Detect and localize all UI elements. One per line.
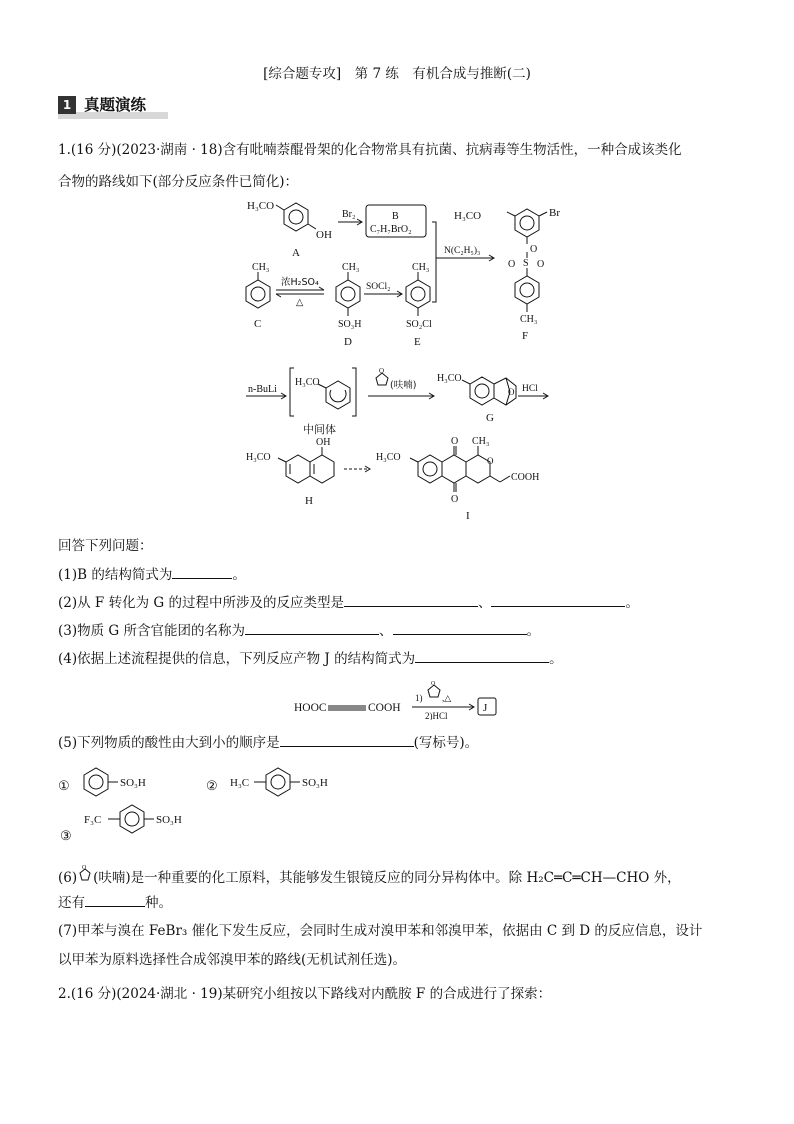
b-label: B [392,211,399,222]
acid-3-left: F₃C [84,814,102,826]
nbuli-reagent: n-BuLi [248,384,277,395]
q1-sub5-blank[interactable] [280,732,414,747]
compound-f [454,207,560,342]
f-methoxy: H₃CO [454,210,482,222]
g-methoxy: H₃CO [437,373,462,384]
eq-cond-1b: ,△ [442,693,452,703]
q1-sub4-end: 。 [549,651,563,667]
e-methyl: CH₃ [412,262,430,273]
arrow-c-d [276,276,324,308]
a-label: A [292,247,300,259]
compound-h [246,437,370,507]
i-methoxy: H₃CO [376,452,401,463]
reaction-scheme [0,192,794,532]
furan-note: (呋喃) [390,380,417,391]
acid-2-left: H₃C [230,777,250,789]
q1-sub4-blank[interactable] [415,648,549,663]
f-oxo-1: O [508,259,516,270]
i-label: I [466,510,470,522]
acid-1-group: SO₃H [120,777,146,789]
cd-reagent-bottom: △ [296,298,304,308]
g-bridge-o: O [508,387,515,397]
q2-intro: 2.(16 分)(2024·湖北 · 19)某研究小组按以下路线对内酰胺 F 的合成进行了探索： [58,986,552,1002]
compound-d [336,262,362,348]
q1-sub3 [58,620,540,641]
eq-right: COOH [368,702,401,714]
q1-sub3-blank-2[interactable] [393,620,527,635]
section-badge: 1 [58,96,76,114]
compound-a [247,200,332,259]
q1-sub6-line2 [58,892,172,913]
q1-sub1-text: (1)B 的结构简式为 [58,567,173,583]
i-carbonyl-bottom: O [451,494,459,505]
d-label: D [344,336,352,348]
q1-sub7-line2: 以甲苯为原料选择性合成邻溴甲苯的路线(无机试剂任选)。 [58,952,407,968]
q1-sub5 [58,732,478,753]
furan-icon [77,864,93,884]
i-methyl: CH₃ [472,436,490,447]
q1-sub5-end: (写标号)。 [413,735,479,751]
q1-sub6-text: (呋喃)是一种重要的化工原料，其能够发生银镜反应的同分异构体中。除 H₂C═C═CH—CHO 外， [93,870,681,886]
f-sulfur: S [523,258,529,269]
q1-sub1-blank[interactable] [172,564,232,579]
q1-sub2-end: 。 [625,595,639,611]
q1-sub6-blank[interactable] [85,892,145,907]
section-title: 真题演练 [84,96,147,114]
q1-sub3-text: (3)物质 G 所含官能团的名称为 [58,623,245,639]
f-bromo: Br [549,207,560,219]
c-methyl: CH₃ [252,262,270,273]
acid-3-right: SO₃H [156,814,182,826]
a-hydroxyl: OH [316,229,332,241]
acid-1-number: ① [58,778,70,793]
q1-sub1-end: 。 [232,567,246,583]
acid-2-number: ② [206,778,218,793]
q1-sub4 [58,648,563,669]
q1-sub2 [58,592,639,613]
eq-cond-1: 1) [415,693,423,703]
eq-left: HOOC [294,702,327,714]
h-hydroxyl: OH [316,437,331,448]
compound-b-box [366,205,426,237]
page-title: [综合题专攻] 第 7 练 有机合成与推断(二) [263,66,531,82]
compound-g [437,373,548,424]
q1-sub6-prefix2: 还有 [58,895,85,911]
q1-sub5-text: (5)下列物质的酸性由大到小的顺序是 [58,735,280,751]
cd-reagent-top: 浓H₂SO₄ [281,277,319,288]
q1-intro-line2: 合物的路线如下(部分反应条件已简化)： [58,174,299,190]
q1-sub6-prefix: (6) [58,870,78,886]
q1-sub2-text: (2)从 F 转化为 G 的过程中所涉及的反应类型是 [58,595,344,611]
compound-e [406,262,432,348]
net3-reagent: N(C₂H₅)₃ [444,246,481,256]
svg-text:O: O [82,865,87,871]
acid-structures [0,756,794,846]
i-carbonyl-top: O [451,436,459,447]
q1-sub6-line1 [58,864,681,888]
g-label: G [486,412,494,424]
f-oxo-2: O [537,259,545,270]
compound-i [376,436,539,522]
q1-intro-line1: 1.(16 分)(2023·湖南 · 18)含有吡喃萘醌骨架的化合物常具有抗菌、抗病毒等生物活性，一种合成该类化 [58,142,682,158]
br2-reagent: Br₂ [342,209,356,220]
h-methoxy: H₃CO [246,452,271,463]
eq-furan-o: O [431,681,436,687]
acid-2-right: SO₃H [302,777,328,789]
q1-sub7-line1: (7)甲苯与溴在 FeBr₃ 催化下发生反应，会同时生成对溴甲苯和邻溴甲苯，依据由 C 到 D 的反应信息，设计 [58,923,703,939]
furan-o-atom: O [379,367,385,375]
q1-sub1 [58,564,246,585]
socl2-reagent: SOCl₂ [366,282,391,292]
q1-sub2-blank-2[interactable] [491,592,625,607]
f-ether-o: O [530,244,538,255]
arrow-d-e [364,282,402,297]
i-carboxyl: COOH [511,472,540,483]
q1-sub2-sep: 、 [477,595,492,611]
f-methyl: CH₃ [520,314,538,325]
hcl-reagent: HCl [522,384,538,394]
q1-sub4-text: (4)依据上述流程提供的信息，下列反应产物 J 的结构简式为 [58,651,416,667]
e-sulfonyl-chloride: SO₂Cl [406,319,432,330]
merge-bracket [432,222,494,302]
d-methyl: CH₃ [342,262,360,273]
b-formula: C₇H₇BrO₂ [370,224,412,235]
arrow-a-b [338,209,362,225]
acid-3-number: ③ [60,828,72,843]
q1-sub6-end: 种。 [145,895,172,911]
compound-c [246,262,270,330]
d-sulfonic: SO₃H [338,319,362,330]
q1-sub2-blank-1[interactable] [344,592,478,607]
eq-product: J [483,702,488,714]
i-ring-o: O [487,456,494,466]
c-label: C [254,318,262,330]
a-methoxy: H₃CO [247,200,275,212]
e-label: E [414,336,421,348]
section-heading [58,93,168,119]
eq-cond-2: 2)HCl [425,711,448,720]
q1-sub3-sep: 、 [379,623,393,639]
equation-j [0,676,794,720]
int-methoxy: H₃CO [295,377,320,388]
f-label: F [522,330,529,342]
intermediate-row [246,367,434,436]
h-label: H [305,495,313,507]
q1-sub3-blank-1[interactable] [245,620,379,635]
answer-prompt: 回答下列问题： [58,538,153,554]
intermediate-label: 中间体 [303,423,336,436]
q1-sub3-end: 。 [526,623,540,639]
